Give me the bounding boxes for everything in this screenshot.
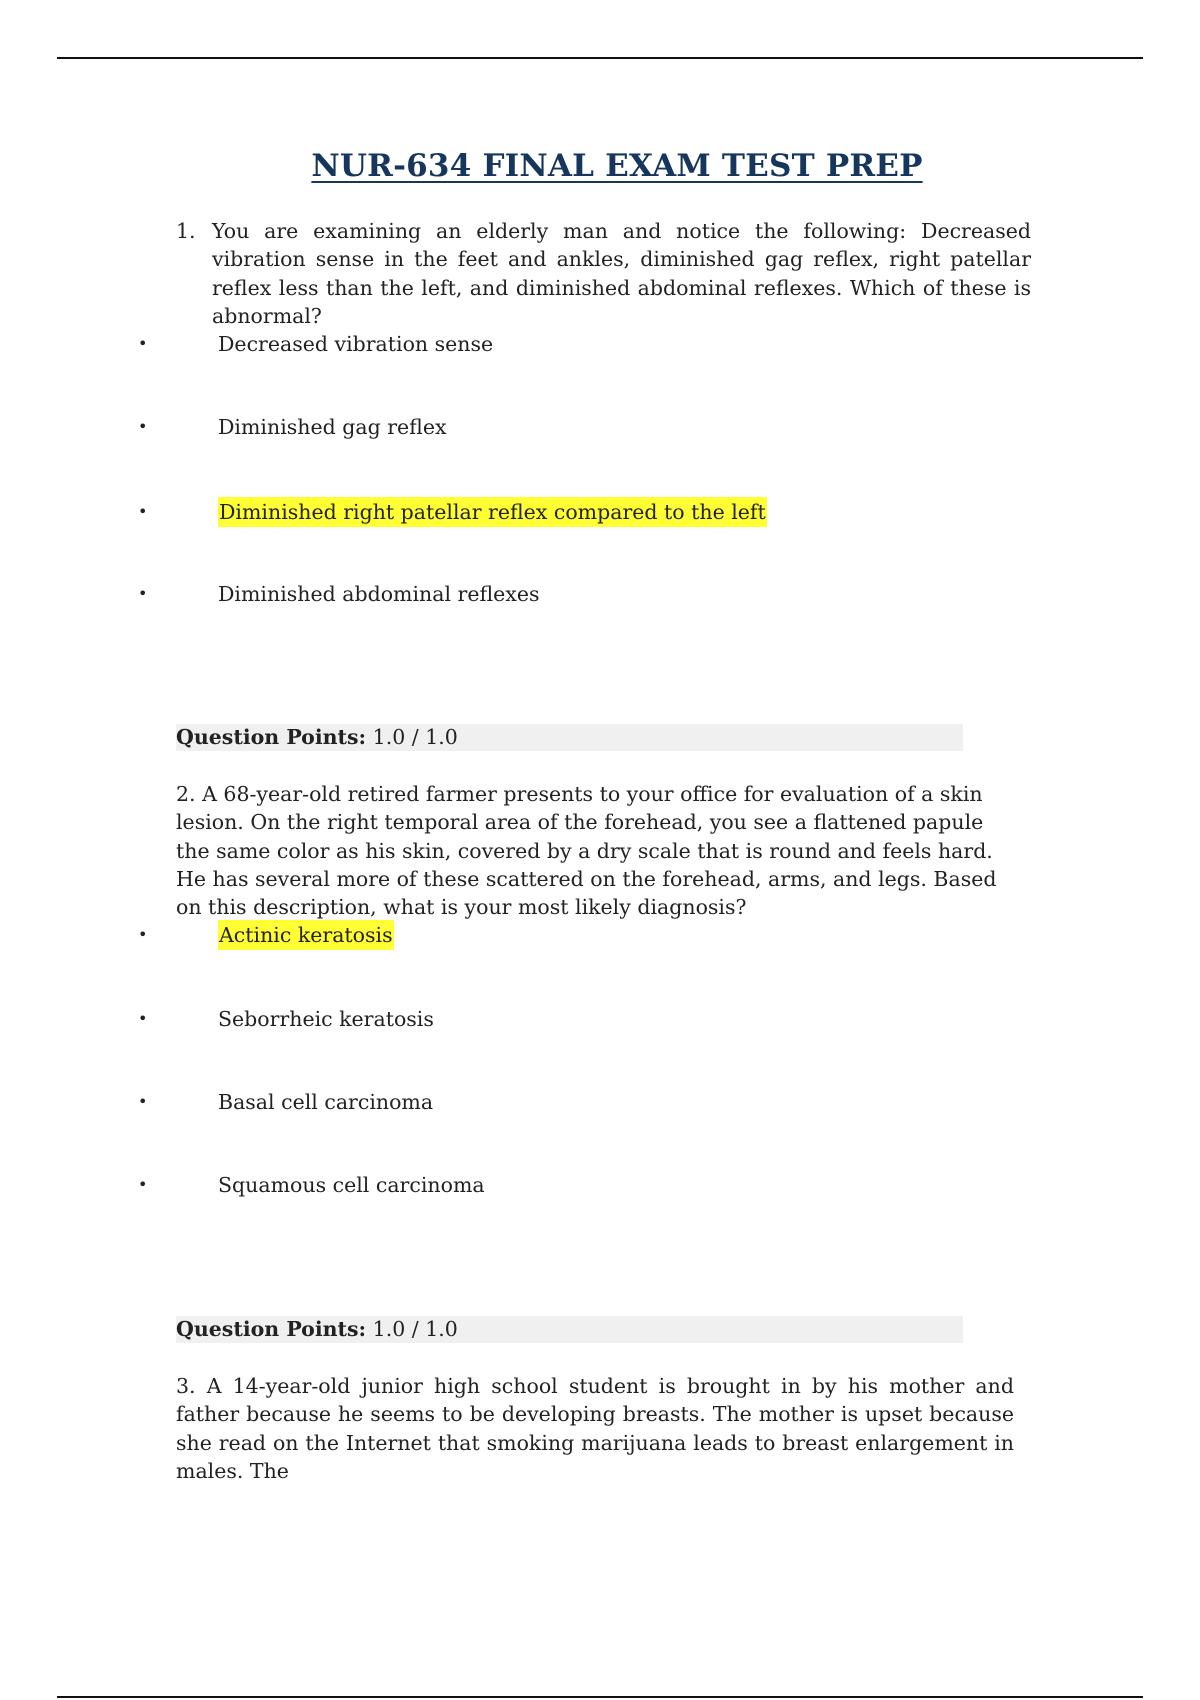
points-value: 1.0 / 1.0	[372, 725, 458, 749]
bullet-icon: •	[138, 925, 148, 944]
points-value: 1.0 / 1.0	[372, 1317, 458, 1341]
bullet-icon: •	[138, 584, 148, 603]
option-label: Seborrheic keratosis	[218, 1007, 434, 1031]
bullet-icon: •	[138, 417, 148, 436]
option-label-highlighted: Diminished right patellar reflex compared to the left	[218, 497, 767, 527]
bullet-icon: •	[138, 1009, 148, 1028]
option-label: Decreased vibration sense	[218, 332, 494, 356]
footer-rule	[57, 1696, 1143, 1698]
points-label: Question Points:	[176, 725, 367, 749]
document-title: NUR-634 FINAL EXAM TEST PREP	[311, 148, 923, 184]
bullet-icon: •	[138, 502, 148, 521]
option-label: Basal cell carcinoma	[218, 1090, 434, 1114]
question-3-text: 3. A 14-year-old junior high school student is brought in by his mother and father because he seems to be developing breasts. The mother is upset because she read on the Internet that smoking marijuana leads to breast enlargement in males. The	[176, 1374, 1014, 1483]
option-label: Diminished abdominal reflexes	[218, 582, 540, 606]
question-2-text: 2. A 68-year-old retired farmer presents to your office for evaluation of a skin lesion. On the right temporal area of the forehead, you see a flattened papule the same color as his skin, covered by a dry scale that is round and feels hard. He has several more of these scattered on the forehead, arms, and legs. Based on this description, what is your most likely diagnosis?	[176, 782, 997, 920]
question-1-points	[176, 724, 963, 751]
option-label-highlighted: Actinic keratosis	[218, 920, 394, 950]
points-label: Question Points:	[176, 1317, 367, 1341]
question-1-body: You are examining an elderly man and notice the following: Decreased vibration sense in the feet and ankles, diminished gag reflex, right patellar reflex less than the left, and diminished abdominal reflexes. Which of these is abnormal?	[212, 219, 1031, 328]
question-2-points	[176, 1316, 963, 1343]
question-1-text	[176, 217, 1031, 330]
header-rule	[57, 57, 1143, 59]
question-1-number: 1.	[176, 219, 196, 243]
option-label: Diminished gag reflex	[218, 415, 447, 439]
bullet-icon: •	[138, 334, 148, 353]
bullet-icon: •	[138, 1092, 148, 1111]
bullet-icon: •	[138, 1175, 148, 1194]
option-label: Squamous cell carcinoma	[218, 1173, 485, 1197]
